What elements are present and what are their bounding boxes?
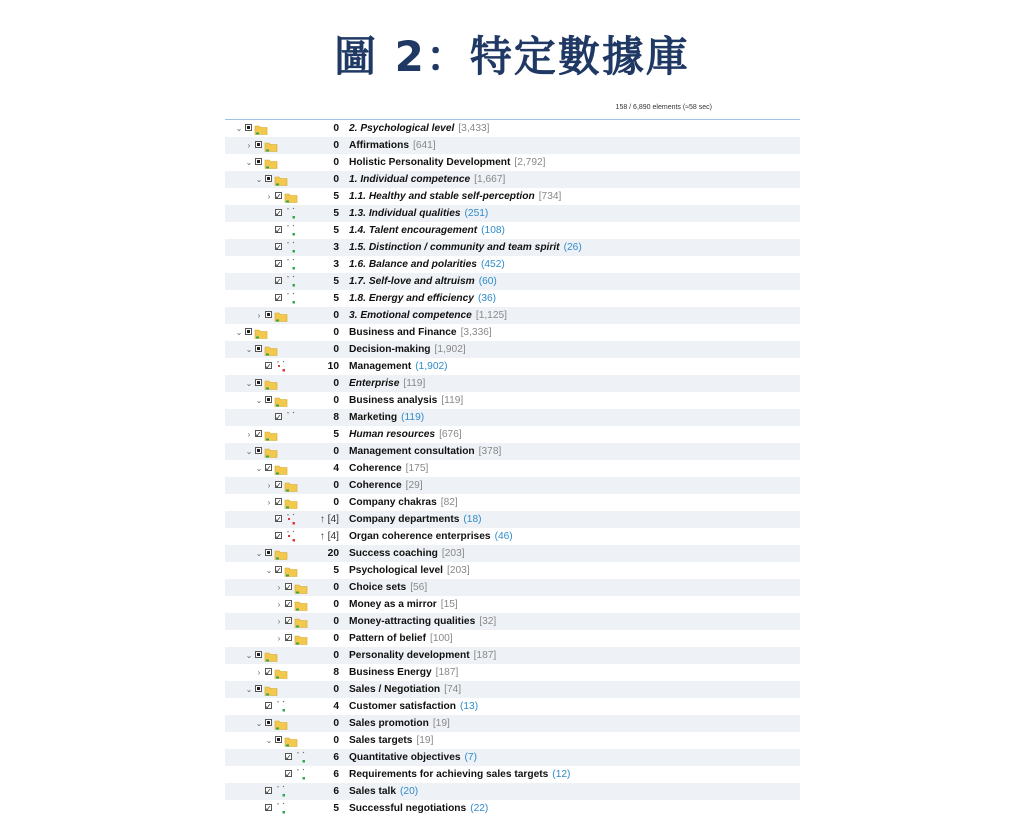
item-count: 0 [333, 140, 339, 151]
tree-item-label[interactable] [349, 579, 427, 596]
tree-item-label[interactable] [349, 494, 458, 511]
item-count: 0 [333, 310, 339, 321]
tree-item-total: (452) [480, 259, 505, 270]
tree-item-label[interactable] [349, 290, 496, 307]
item-count: 5 [333, 565, 339, 576]
chevron-down-icon[interactable]: ⌄ [245, 345, 253, 354]
tree-item-text: 3. Emotional competence [349, 310, 472, 321]
item-count: 0 [333, 650, 339, 661]
tree-item-label[interactable] [349, 460, 428, 477]
chevron-right-icon[interactable]: › [277, 583, 281, 592]
tree-item-text: Sales targets [349, 735, 413, 746]
tree-item-total: [56] [410, 582, 428, 593]
item-count: 5 [333, 276, 339, 287]
tree-item-total: [119] [441, 395, 464, 406]
tree-item-label[interactable] [349, 324, 492, 341]
tree-item-text: Success coaching [349, 548, 438, 559]
tree-item-label[interactable] [349, 256, 505, 273]
item-count: 3 [333, 259, 339, 270]
chevron-down-icon[interactable]: ⌄ [255, 464, 263, 473]
tree-item-label[interactable] [349, 664, 458, 681]
tree-item-label[interactable] [349, 749, 477, 766]
tree-item-label[interactable] [349, 766, 570, 783]
chevron-down-icon[interactable]: ⌄ [245, 379, 253, 388]
tree-row[interactable] [225, 154, 800, 171]
tree-item-label[interactable] [349, 715, 450, 732]
tree-row[interactable] [225, 715, 800, 732]
tree-item-label[interactable] [349, 188, 561, 205]
chevron-down-icon[interactable]: ⌄ [245, 447, 253, 456]
tree-item-total: [3,336] [460, 327, 492, 338]
item-count: 8 [333, 412, 339, 423]
item-count: 0 [333, 480, 339, 491]
tree-item-text: 1.8. Energy and efficiency [349, 293, 474, 304]
tree-row[interactable] [225, 511, 800, 528]
tree-row[interactable] [225, 494, 800, 511]
item-count: 0 [333, 735, 339, 746]
tree-item-total: [119] [403, 378, 426, 389]
chevron-right-icon[interactable]: › [267, 481, 271, 490]
tree-row[interactable] [225, 698, 800, 715]
tree-item-label[interactable] [349, 443, 501, 460]
tree-row[interactable] [225, 800, 800, 817]
tree-item-text: Pattern of belief [349, 633, 426, 644]
item-count: 0 [333, 174, 339, 185]
tree-list [225, 120, 800, 817]
tree-item-total: [175] [405, 463, 429, 474]
tree-row[interactable] [225, 239, 800, 256]
item-count: 5 [333, 225, 339, 236]
item-count: 0 [333, 395, 339, 406]
tree-row[interactable] [225, 273, 800, 290]
tree-item-total: (18) [463, 514, 482, 525]
tree-item-total: [1,902] [434, 344, 466, 355]
tree-item-total: (60) [478, 276, 497, 287]
tree-item-text: Sales talk [349, 786, 397, 797]
item-count: 0 [333, 157, 339, 168]
tree-item-label[interactable] [349, 392, 463, 409]
tree-item-text: Business analysis [349, 395, 438, 406]
tree-item-total: (12) [552, 769, 571, 780]
tree-item-text: Company chakras [349, 497, 437, 508]
tree-item-label[interactable] [349, 562, 470, 579]
tree-item-text: Coherence [349, 480, 402, 491]
tree-row[interactable] [225, 477, 800, 494]
tree-row[interactable] [225, 681, 800, 698]
tree-row[interactable] [225, 324, 800, 341]
tree-item-total: (46) [494, 531, 513, 542]
tree-item-total: [15] [440, 599, 458, 610]
tree-item-label[interactable] [349, 426, 462, 443]
tree-item-total: (251) [464, 208, 489, 219]
item-count: ↑ [4] [319, 514, 339, 525]
tree-row[interactable] [225, 188, 800, 205]
tree-item-label[interactable] [349, 698, 478, 715]
tree-row[interactable] [225, 766, 800, 783]
item-count: 8 [333, 667, 339, 678]
tree-item-text: Human resources [349, 429, 436, 440]
tree-item-total: [19] [432, 718, 450, 729]
chevron-right-icon[interactable]: › [257, 668, 261, 677]
chevron-down-icon[interactable]: ⌄ [265, 566, 273, 575]
tree-item-label[interactable] [349, 222, 505, 239]
item-count: 4 [333, 701, 339, 712]
tree-row[interactable] [225, 120, 800, 137]
tree-item-total: (119) [401, 412, 425, 423]
chevron-down-icon[interactable]: ⌄ [255, 175, 263, 184]
tree-item-text: 1.3. Individual qualities [349, 208, 461, 219]
item-count: 5 [333, 191, 339, 202]
tree-item-total: (13) [460, 701, 479, 712]
tree-item-text: 2. Psychological level [349, 123, 455, 134]
tree-row[interactable] [225, 409, 800, 426]
tree-item-label[interactable] [349, 596, 458, 613]
tree-item-text: Marketing [349, 412, 398, 423]
tree-item-text: Management consultation [349, 446, 475, 457]
tree-item-label[interactable] [349, 239, 582, 256]
tree-item-total: [676] [439, 429, 462, 440]
tree-item-total: [74] [444, 684, 462, 695]
tree-item-label[interactable] [349, 409, 424, 426]
tree-item-text: Psychological level [349, 565, 443, 576]
tree-item-label[interactable] [349, 647, 496, 664]
tree-item-text: Coherence [349, 463, 402, 474]
chevron-down-icon[interactable]: ⌄ [235, 328, 243, 337]
tree-item-label[interactable] [349, 375, 425, 392]
status-bar [225, 97, 800, 120]
tree-item-text: Holistic Personality Development [349, 157, 511, 168]
tree-panel [225, 97, 800, 830]
tree-row[interactable] [225, 528, 800, 545]
tree-item-total: (1,902) [415, 361, 448, 372]
tree-row[interactable] [225, 647, 800, 664]
tree-item-label[interactable] [349, 307, 507, 324]
tree-item-text: Money-attracting qualities [349, 616, 476, 627]
tree-item-label[interactable] [349, 341, 466, 358]
tree-item-total: [32] [479, 616, 497, 627]
tree-item-text: 1.7. Self-love and altruism [349, 276, 475, 287]
tree-row[interactable] [225, 443, 800, 460]
item-count: ↑ [4] [319, 531, 339, 542]
item-count: 0 [333, 446, 339, 457]
tree-item-label[interactable] [349, 137, 436, 154]
tree-item-total: [100] [429, 633, 453, 644]
tree-item-label[interactable] [349, 120, 489, 137]
chevron-down-icon[interactable]: ⌄ [245, 685, 253, 694]
tree-row[interactable] [225, 613, 800, 630]
tree-item-text: Affirmations [349, 140, 409, 151]
tree-item-label[interactable] [349, 154, 546, 171]
item-count: 0 [333, 633, 339, 644]
tree-item-total: (20) [400, 786, 419, 797]
tree-item-text: Company departments [349, 514, 460, 525]
tree-item-text: Decision-making [349, 344, 431, 355]
item-count: 0 [333, 497, 339, 508]
tree-item-label[interactable] [349, 613, 496, 630]
tree-row[interactable] [225, 630, 800, 647]
tree-row[interactable] [225, 307, 800, 324]
tree-item-total: (22) [470, 803, 489, 814]
chevron-down-icon[interactable]: ⌄ [245, 651, 253, 660]
tree-item-label[interactable] [349, 528, 513, 545]
tree-item-total: [203] [441, 548, 465, 559]
tree-item-text: 1. Individual competence [349, 174, 471, 185]
tree-item-label[interactable] [349, 732, 433, 749]
tree-item-total: [29] [405, 480, 423, 491]
tree-item-total: (36) [477, 293, 497, 304]
item-count: 6 [333, 752, 339, 763]
item-count: 0 [333, 582, 339, 593]
item-count: 0 [333, 616, 339, 627]
tree-item-text: Enterprise [349, 378, 400, 389]
tree-item-text: Business and Finance [349, 327, 457, 338]
tree-item-total: (108) [481, 225, 505, 236]
tree-item-text: Personality development [349, 650, 470, 661]
tree-item-label[interactable] [349, 783, 418, 800]
chevron-right-icon[interactable]: › [277, 617, 281, 626]
tree-item-label[interactable] [349, 511, 482, 528]
tree-item-total: [1,667] [474, 174, 506, 185]
tree-row[interactable] [225, 222, 800, 239]
tree-item-total: (7) [464, 752, 477, 763]
tree-row[interactable] [225, 749, 800, 766]
chevron-down-icon[interactable]: ⌄ [255, 396, 263, 405]
tree-item-text: Sales promotion [349, 718, 429, 729]
tree-item-label[interactable] [349, 477, 423, 494]
item-count: 4 [333, 463, 339, 474]
tree-item-total: (26) [563, 242, 582, 253]
tree-item-text: Customer satisfaction [349, 701, 456, 712]
tree-row[interactable] [225, 290, 800, 307]
tree-row[interactable] [225, 137, 800, 154]
tree-row[interactable] [225, 171, 800, 188]
tree-item-text: Management [349, 361, 412, 372]
chevron-down-icon[interactable]: ⌄ [255, 719, 263, 728]
chevron-right-icon[interactable]: › [267, 192, 271, 201]
tree-item-label[interactable] [349, 630, 453, 647]
item-count: 6 [333, 769, 339, 780]
tree-item-total: [187] [473, 650, 497, 661]
tree-item-label[interactable] [349, 273, 497, 290]
item-count: 3 [333, 242, 339, 253]
tree-item-total: [378] [478, 446, 502, 457]
tree-row[interactable] [225, 205, 800, 222]
tree-row[interactable] [225, 426, 800, 443]
tree-item-label[interactable] [349, 545, 465, 562]
item-count: 6 [333, 786, 339, 797]
tree-item-label[interactable] [349, 205, 488, 222]
tree-item-label[interactable] [349, 800, 488, 817]
item-count: 10 [327, 361, 339, 372]
item-count: 0 [333, 123, 339, 134]
tree-row[interactable] [225, 460, 800, 477]
tree-row[interactable] [225, 341, 800, 358]
tree-item-label[interactable] [349, 358, 448, 375]
tree-row[interactable] [225, 732, 800, 749]
tree-item-total: [641] [413, 140, 436, 151]
tree-row[interactable] [225, 579, 800, 596]
tree-item-total: [734] [538, 191, 562, 202]
chevron-down-icon[interactable]: ⌄ [255, 549, 263, 558]
tree-item-total: [3,433] [458, 123, 490, 134]
tree-item-text: 1.6. Balance and polarities [349, 259, 477, 270]
tree-row[interactable] [225, 664, 800, 681]
tree-item-label[interactable] [349, 681, 461, 698]
item-count: 0 [333, 327, 339, 338]
item-count: 0 [333, 378, 339, 389]
status-text: 158 / 6,890 elements (≈58 sec) [615, 104, 712, 111]
tree-row[interactable] [225, 545, 800, 562]
chevron-down-icon[interactable]: ⌄ [245, 158, 253, 167]
tree-item-text: Choice sets [349, 582, 407, 593]
chevron-right-icon[interactable]: › [277, 634, 281, 643]
tree-row[interactable] [225, 392, 800, 409]
item-count: 5 [333, 208, 339, 219]
tree-row[interactable] [225, 375, 800, 392]
chevron-right-icon[interactable]: › [247, 141, 251, 150]
tree-item-total: [82] [440, 497, 458, 508]
tree-item-text: 1.4. Talent encouragement [349, 225, 478, 236]
tree-item-label[interactable] [349, 171, 505, 188]
tree-row[interactable] [225, 783, 800, 800]
tree-item-text: Business Energy [349, 667, 432, 678]
tree-item-total: [1,125] [475, 310, 508, 321]
tree-item-total: [2,792] [514, 157, 546, 168]
item-count: 0 [333, 344, 339, 355]
tree-item-text: 1.1. Healthy and stable self-perception [349, 191, 535, 202]
item-count: 0 [333, 684, 339, 695]
item-count: 5 [333, 429, 339, 440]
chevron-down-icon[interactable]: ⌄ [235, 124, 243, 133]
tree-item-text: Sales / Negotiation [349, 684, 441, 695]
chevron-down-icon[interactable]: ⌄ [265, 736, 273, 745]
chevron-right-icon[interactable]: › [267, 498, 271, 507]
tree-item-total: [203] [447, 565, 470, 576]
tree-item-text: Organ coherence enterprises [349, 531, 491, 542]
chevron-right-icon[interactable]: › [277, 600, 281, 609]
tree-item-total: [19] [416, 735, 434, 746]
tree-row[interactable] [225, 596, 800, 613]
tree-item-total: [187] [435, 667, 459, 678]
tree-item-text: 1.5. Distinction / community and team spirit [349, 242, 560, 253]
tree-item-text: Requirements for achieving sales targets [349, 769, 549, 780]
tree-item-text: Money as a mirror [349, 599, 437, 610]
item-count: 5 [333, 803, 339, 814]
item-count: 0 [333, 718, 339, 729]
tree-item-text: Successful negotiations [349, 803, 467, 814]
page-title: 圖 2：特定數據庫 [334, 32, 690, 81]
chevron-right-icon[interactable]: › [247, 430, 251, 439]
chevron-right-icon[interactable]: › [257, 311, 261, 320]
item-count: 5 [333, 293, 339, 304]
tree-row[interactable] [225, 562, 800, 579]
tree-row[interactable] [225, 358, 800, 375]
item-count: 20 [327, 548, 339, 559]
tree-row[interactable] [225, 256, 800, 273]
item-count: 0 [333, 599, 339, 610]
tree-item-text: Quantitative objectives [349, 752, 461, 763]
